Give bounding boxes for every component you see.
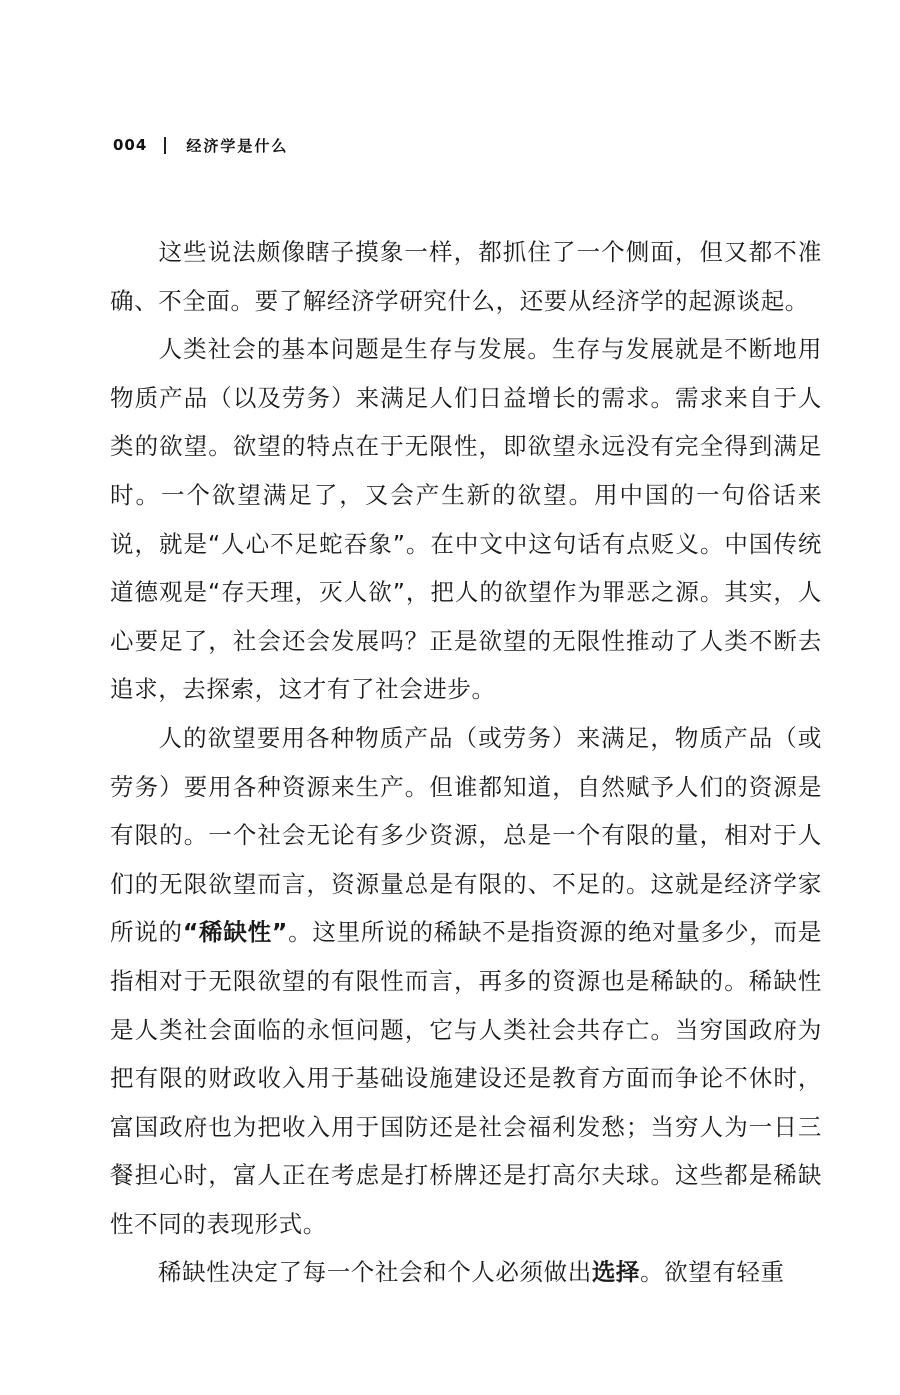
paragraph-4 [110,1248,822,1297]
term-choice: 选择 [591,1258,641,1287]
page-number: 004 [113,136,148,154]
paragraph-text: 。欲望有轻重 [640,1258,785,1287]
header-divider [164,137,166,154]
paragraph-3 [110,714,822,1249]
paragraph-text: 这些说法颇像瞎子摸象一样，都抓住了一个侧面，但又都不准确、不全面。要了解经济学研究什么，还要从经济学的起源谈起。 [110,238,822,315]
book-title: 经济学是什么 [186,136,289,155]
paragraph-1 [110,228,822,325]
paragraph-2 [110,325,822,714]
page-header [113,133,288,157]
paragraph-text: 人类社会的基本问题是生存与发展。生存与发展就是不断地用物质产品（以及劳务）来满足人们日益增长的需求。需求来自于人类的欲望。欲望的特点在于无限性，即欲望永远没有完全得到满足时。一个欲望满足了，又会产生新的欲望。用中国的一句俗话来说，就是“人心不足蛇吞象”。在中文中这句话有点贬义。中国传统道德观是“存天理，灭人欲”，把人的欲望作为罪恶之源。其实，人心要足了，社会还会发展吗？正是欲望的无限性推动了人类不断去追求，去探索，这才有了社会进步。 [110,335,822,704]
term-scarcity: “稀缺性” [182,918,288,947]
paragraph-text: 。这里所说的稀缺不是指资源的绝对量多少，而是指相对于无限欲望的有限性而言，再多的资源也是稀缺的。稀缺性是人类社会面临的永恒问题，它与人类社会共存亡。当穷国政府为把有限的财政收入用于基础设施建设还是教育方面而争论不休时，富国政府也为把收入用于国防还是社会福利发愁；当穷人为一日三餐担心时，富人正在考虑是打桥牌还是打高尔夫球。这些都是稀缺性不同的表现形式。 [110,918,822,1238]
body-text [110,228,822,1297]
paragraph-text: 稀缺性决定了每一个社会和个人必须做出 [158,1258,592,1287]
paragraph-text: 人的欲望要用各种物质产品（或劳务）来满足，物质产品（或劳务）要用各种资源来生产。但谁都知道，自然赋予人们的资源是有限的。一个社会无论有多少资源，总是一个有限的量，相对于人们的无限欲望而言，资源量总是有限的、不足的。这就是经济学家所说的 [110,723,822,947]
